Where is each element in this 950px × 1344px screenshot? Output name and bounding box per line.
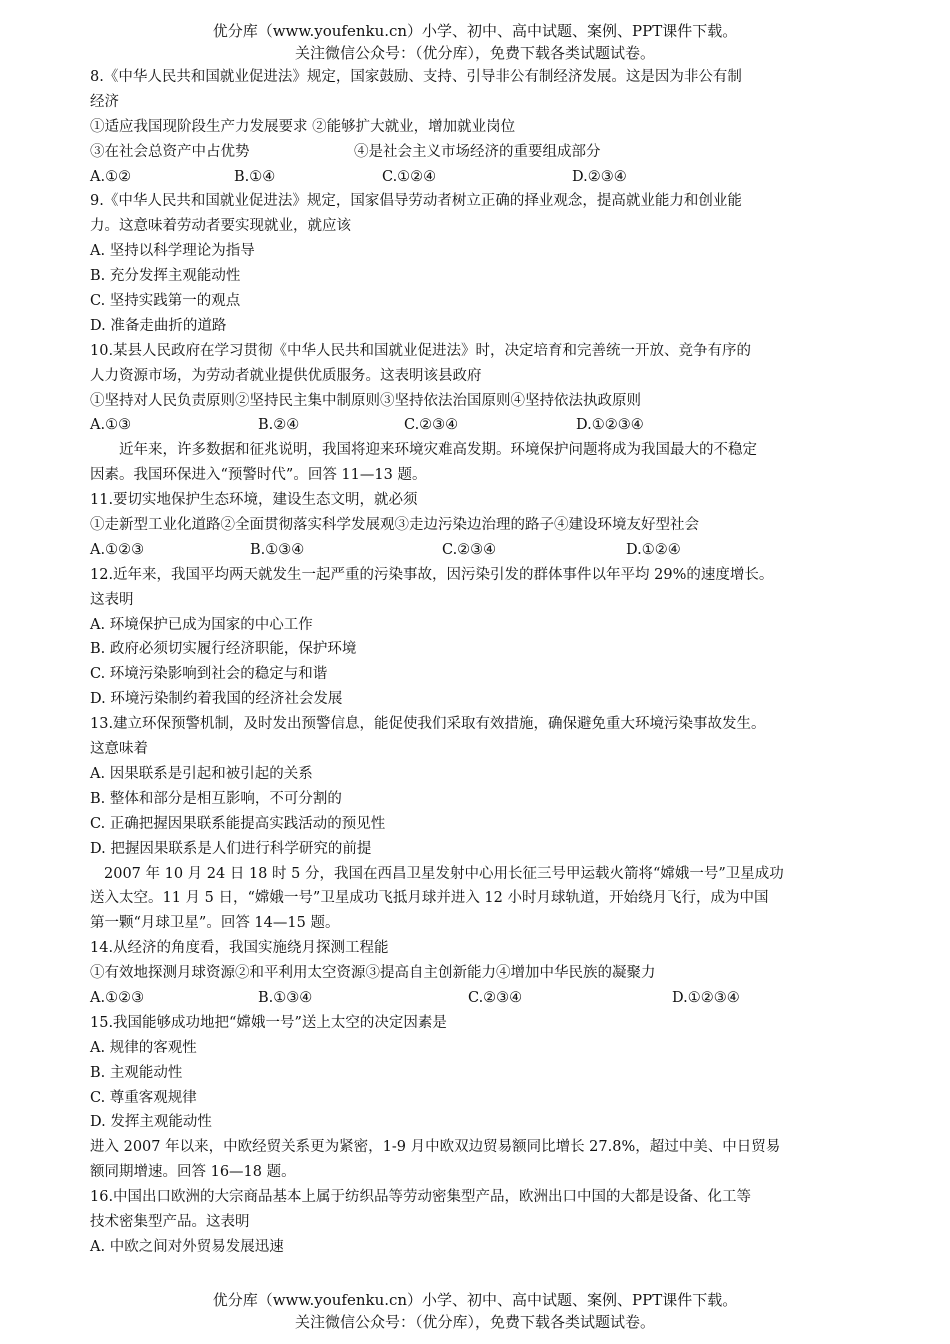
passage-line: 近年来，许多数据和征兆说明，我国将迎来环境灾难高发期。环境保护问题将成为我国最大的不稳定 [119,442,757,459]
question-13 [90,712,880,861]
page-footer [0,1289,950,1333]
option-d: D. 发挥主观能动性 [90,1114,212,1131]
option-c: C. 尊重客观规律 [90,1089,197,1106]
option-c: C.②③④ [404,417,459,434]
option-b: B.①④ [234,168,276,185]
question-stem: 10.某县人民政府在学习贯彻《中华人民共和国就业促进法》时，决定培育和完善统一开放、竞争有序的 [90,342,752,359]
option-a: A. 坚持以科学理论为指导 [90,243,255,260]
passage-11-13 [90,438,880,488]
question-stem: 9.《中华人民共和国就业促进法》规定，国家倡导劳动者树立正确的择业观念，提高就业能力和创业能 [90,193,742,210]
question-stem: 8.《中华人民共和国就业促进法》规定，国家鼓励、支持、引导非公有制经济发展。这是因为非公有制 [90,69,742,85]
question-items: ①走新型工业化道路②全面贯彻落实科学发展观③走边污染边治理的路子④建设环境友好型社会 [90,517,699,534]
option-c: C. 坚持实践第一的观点 [90,293,241,310]
question-items: ①适应我国现阶段生产力发展要求 ②能够扩大就业，增加就业岗位 [90,118,516,135]
option-d: D.①②③④ [672,989,740,1006]
question-10 [90,339,880,439]
question-15 [90,1011,880,1135]
question-items: ①坚持对人民负责原则②坚持民主集中制原则③坚持依法治国原则④坚持依法执政原则 [90,392,641,409]
header-line-1: 优分库（www.youfenku.cn）小学、初中、高中试题、案例、PPT课件下载。 [212,22,738,40]
question-stem: 14.从经济的角度看，我国实施绕月探测工程能 [90,940,389,957]
footer-line-1: 优分库（www.youfenku.cn）小学、初中、高中试题、案例、PPT课件下载。 [212,1291,738,1309]
question-stem: 15.我国能够成功地把“嫦娥一号”送上太空的决定因素是 [90,1014,447,1031]
passage-line: 送入太空。11 月 5 日，“嫦娥一号”卫星成功飞抵月球并进入 12 小时月球轨道，开始绕月飞行，成为中国 [90,890,769,907]
question-stem: 12.近年来，我国平均两天就发生一起严重的污染事故，因污染引发的群体事件以年平均 29%的速度增长。 [90,566,774,583]
option-b: B. 充分发挥主观能动性 [90,268,241,285]
question-stem: 这表明 [90,591,134,608]
option-a: A. 规律的客观性 [90,1039,197,1056]
option-a: A.①② [90,168,132,185]
question-stem: 力。这意味着劳动者要实现就业，就应该 [90,218,351,235]
option-a: A.①②③ [90,989,145,1006]
passage-line: 因素。我国环保进入“预警时代”。回答 11—13 题。 [90,467,427,484]
question-stem: 13.建立环保预警机制，及时发出预警信息，能促使我们采取有效措施，确保避免重大环境污染事故发生。 [90,716,766,733]
option-c: C.②③④ [468,989,523,1006]
option-row [90,986,880,1011]
item-3: ③在社会总资产中占优势 [90,143,250,160]
option-b: B.①③④ [250,541,305,558]
option-a: A. 环境保护已成为国家的中心工作 [90,616,313,633]
option-d: D.①②④ [626,541,681,558]
option-d: D. 准备走曲折的道路 [90,317,227,334]
option-a: A. 因果联系是引起和被引起的关系 [90,765,313,782]
passage-line: 进入 2007 年以来，中欧经贸关系更为紧密，1-9 月中欧双边贸易额同比增长 27.8%，超过中美、中日贸易 [90,1139,781,1156]
passage-line: 2007 年 10 月 24 日 18 时 5 分，我国在西昌卫星发射中心用长征三号甲运载火箭将“嫦娥一号”卫星成功 [104,865,784,882]
passage-14-15 [90,862,880,937]
option-c: C.②③④ [442,541,497,558]
question-9 [90,189,880,338]
passage-16-18 [90,1135,880,1185]
option-a: A.①②③ [90,541,145,558]
option-b: B.②④ [258,417,300,434]
passage-line: 第一颗“月球卫星”。回答 14—15 题。 [90,915,340,932]
question-8 [90,65,880,189]
question-stem: 16.中国出口欧洲的大宗商品基本上属于纺织品等劳动密集型产品，欧洲出口中国的大都是设备、化工等 [90,1189,752,1206]
header-line-2: 关注微信公众号：（优分库），免费下载各类试题试卷。 [294,44,655,62]
option-row [90,538,880,563]
question-16 [90,1185,880,1260]
item-4: ④是社会主义市场经济的重要组成部分 [354,143,601,160]
option-c: C.①②④ [382,168,437,185]
option-b: B.①③④ [258,989,313,1006]
option-row [90,413,880,438]
question-14 [90,936,880,1011]
question-items: ①有效地探测月球资源②和平利用太空资源③提高自主创新能力④增加中华民族的凝聚力 [90,965,656,982]
option-d: D.①②③④ [576,417,644,434]
option-c: C. 正确把握因果联系能提高实践活动的预见性 [90,815,386,832]
question-stem: 这意味着 [90,741,148,758]
option-d: D. 环境污染制约着我国的经济社会发展 [90,691,343,708]
option-a: A.①③ [90,417,132,434]
option-b: B. 整体和部分是相互影响，不可分割的 [90,790,342,807]
passage-line: 额同期增速。回答 16—18 题。 [90,1164,296,1181]
page-header [0,20,950,64]
question-stem: 人力资源市场，为劳动者就业提供优质服务。这表明该县政府 [90,367,482,384]
option-row [90,165,880,190]
option-d: D. 把握因果联系是人们进行科学研究的前提 [90,840,372,857]
question-stem: 技术密集型产品。这表明 [90,1213,250,1230]
exam-content [90,65,880,1260]
question-stem: 11.要切实地保护生态环境，建设生态文明，就必须 [90,492,418,509]
option-d: D.②③④ [572,168,627,185]
option-c: C. 环境污染影响到社会的稳定与和谐 [90,666,328,683]
option-b: B. 政府必须切实履行经济职能，保护环境 [90,641,357,658]
footer-line-2: 关注微信公众号：（优分库），免费下载各类试题试卷。 [294,1313,655,1331]
question-11 [90,488,880,563]
question-stem: 经济 [90,93,119,110]
option-a: A. 中欧之间对外贸易发展迅速 [90,1238,284,1255]
option-b: B. 主观能动性 [90,1064,183,1081]
question-items [90,140,880,165]
question-12 [90,563,880,712]
